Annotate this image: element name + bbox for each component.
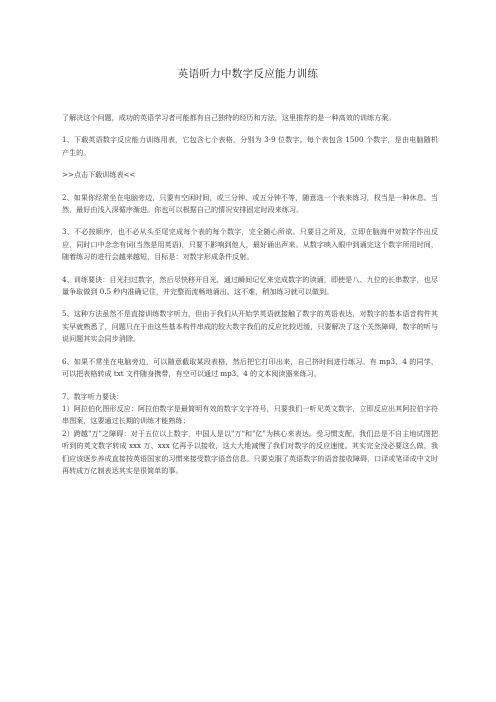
- step-2-paragraph: 2、如果你经常坐在电脑旁边，只要有空闲时间，或三分钟、或五分钟不等，随意选一个表来练习，权当是一种休息。当然，最好由浅入深循序渐进。你也可以根据自己的情况安排固定时段来练习。: [62, 192, 438, 215]
- intro-paragraph: 了解决这个问题，成功的英语学习者可能都有自己独特的经历和方法，这里推荐的是一种高效的训练方案。: [62, 113, 396, 122]
- step-5-paragraph: 5、这种方法虽然不是直接训练数字听力，但由于我们从开始学英语就接触了数字的英语表达，对数字的基本语音构件其实早就熟悉了，问题只在于由这些基本构件串成的较大数字我们的反应比较迟缓，只要解决了这个关然障碍，数字的听与说问题其实会同步消除。: [62, 309, 438, 344]
- step-4-paragraph: 4、训练要诀：目光扫过数字，然后尽快移开目光，通过瞬间记忆来完成数字的读诵，即使是八、九位的长串数字，也尽量争取做到 0.5 秒内准确记住，并完整而流畅地诵出。这不难，稍加练习就可以做到。: [62, 274, 438, 297]
- step-7-item-1: 1）阿拉伯化图形反应：阿拉伯数字是最简明有效的数字文字符号，只要我们一听见英文数字，立即反应出其阿拉伯字符串图案，这要通过长期的训练才能熟练；: [62, 403, 438, 426]
- document-title: 英语听力中数字反应能力训练: [177, 68, 319, 80]
- download-paragraph: [62, 169, 438, 181]
- download-training-table-link[interactable]: >>点击下载训练表<<: [62, 170, 136, 180]
- step-7-heading: 7、数字听力要诀：: [62, 391, 124, 401]
- step-7-item-2: 2）跨越"万"之障碍：对于五位以上数字，中国人是以"万"和"亿"为核心来表达。受习惯支配，我们总是不自主地试图把听到的英文数字转成 xxx 万、xxx 亿再予以接收，这大大地减慢了我们对数字的反应速度。其实完全没必要这么做，我们应该逐步养成直接按英语国家的习惯来接受数字语音信息。只要克服了英语数字的语音接收障碍，口译或笔译成中文时再转成万亿制表达其实是很简单的事。: [62, 428, 438, 475]
- step-1-paragraph: 1、下载英语数字反应能力训练用表，它包含七个表格，分别为 3-9 位数字。每个表包含 1500 个数字，是由电脑随机产生的。: [62, 135, 438, 157]
- document-body: [62, 112, 438, 477]
- step-6-paragraph: 6、如果不常坐在电脑旁边，可以随意截取某段表格，然后把它打印出来，自己挤时间进行练习。有 mp3、4 的同学，可以把表格转成 txt 文件随身携带，有空可以通过 mp3、4 的文本阅读器来练习。: [62, 356, 438, 379]
- step-3-paragraph: 3、不必按顺序，也不必从头至尾完成每个表的每个数字，完全随心所欲。只要目之所及，立即在脑海中对数字作出反应，同时口中念念有词(当然是用英语)，只要不影响到他人，最好诵出声来。从数字映入眼中到诵完这个数字所用时间，随着练习的进行会越来越短，目标是：对数字形成条件反射。: [62, 227, 438, 262]
